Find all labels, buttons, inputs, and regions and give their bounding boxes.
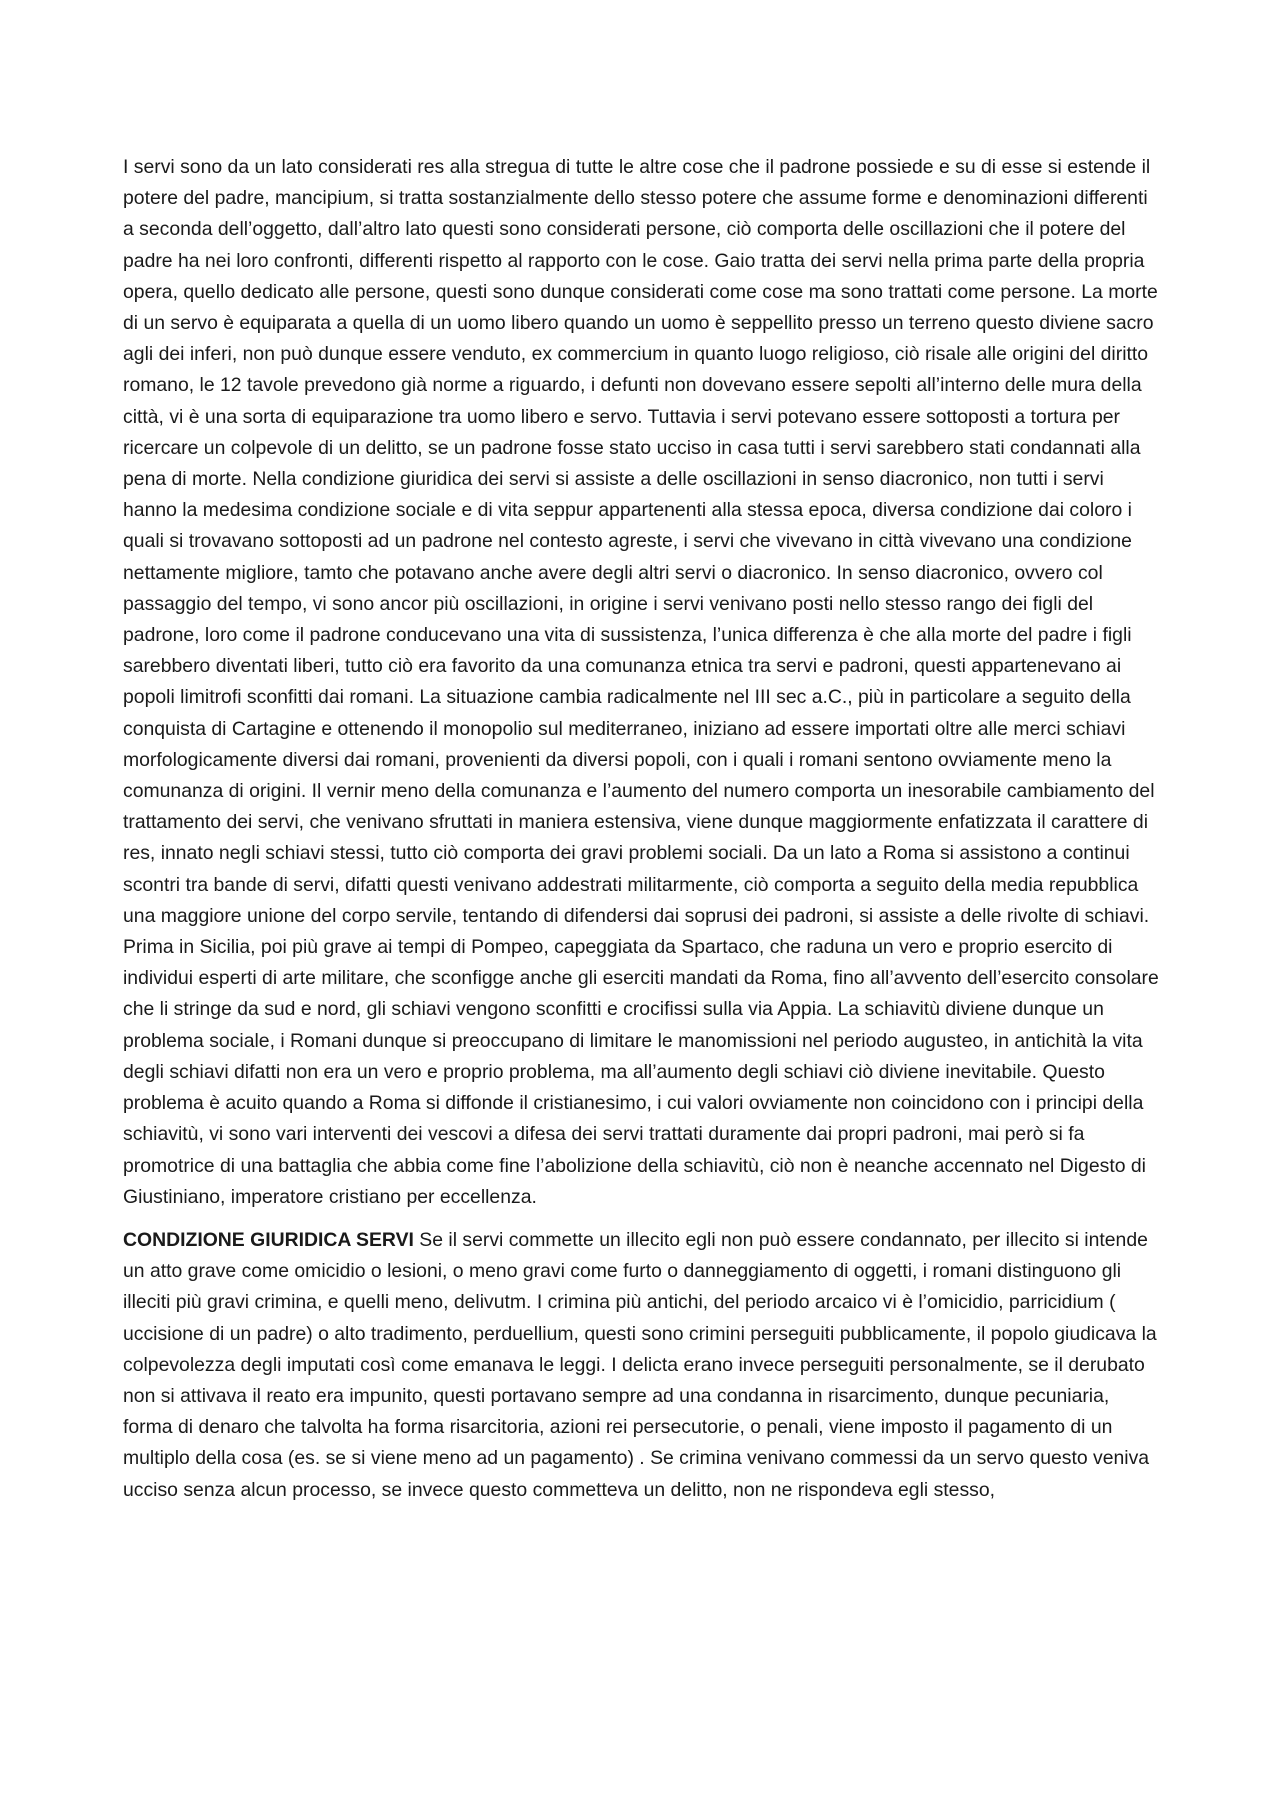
- body-paragraph-condizione: [123, 1225, 1163, 1506]
- paragraph-text: Se il servi commette un illecito egli non può essere condannato, per illecito si intende un atto grave come omicidio o lesioni, o meno gravi come furto o danneggiamento di oggetti, i romani distinguono gli illeciti più gravi crimina, e quelli meno, delivutm. I crimina più antichi, del periodo arcaico vi è l’omicidio, parricidium ( uccisione di un padre) o alto tradimento, perduellium, questi sono crimini perseguiti pubblicamente, il popolo giudicava la colpevolezza degli imputati così come emanava le leggi. I delicta erano invece perseguiti personalmente, se il derubato non si attivava il reato era impunito, questi portavano sempre ad una condanna in risarcimento, dunque pecuniaria, forma di denaro che talvolta ha forma risarcitoria, azioni rei persecutorie, o penali, viene imposto il pagamento di un multiplo della cosa (es. se si viene meno ad un pagamento) . Se crimina venivano commessi da un servo questo veniva ucciso senza alcun processo, se invece questo commetteva un delitto, non ne rispondeva egli stesso,: [123, 1228, 1157, 1501]
- paragraph-text: I servi sono da un lato considerati res alla stregua di tutte le altre cose che il padrone possiede e su di esse si estende il potere del padre, mancipium, si tratta sostanzialmente dello stesso potere che assume forme e denominazioni differenti a seconda dell’oggetto, dall’altro lato questi sono considerati persone, ciò comporta delle oscillazioni che il potere del padre ha nei loro confronti, differenti rispetto al rapporto con le cose. Gaio tratta dei servi nella prima parte della propria opera, quello dedicato alle persone, questi sono dunque considerati come cose ma sono trattati come persone. La morte di un servo è equiparata a quella di un uomo libero quando un uomo è seppellito presso un terreno questo diviene sacro agli dei inferi, non può dunque essere venduto, ex commercium in quanto luogo religioso, ciò risale alle origini del diritto romano, le 12 tavole prevedono già norme a riguardo, i defunti non dovevano essere sepolti all’interno delle mura della città, vi è una sorta di equiparazione tra uomo libero e servo. Tuttavia i servi potevano essere sottoposti a tortura per ricercare un colpevole di un delitto, se un padrone fosse stato ucciso in casa tutti i servi sarebbero stati condannati alla pena di morte. Nella condizione giuridica dei servi si assiste a delle oscillazioni in senso diacronico, non tutti i servi hanno la medesima condizione sociale e di vita seppur appartenenti alla stessa epoca, diversa condizione dai coloro i quali si trovavano sottoposti ad un padrone nel contesto agreste, i servi che vivevano in città vivevano una condizione nettamente migliore, tamto che potavano anche avere degli altri servi o diacronico. In senso diacronico, ovvero col passaggio del tempo, vi sono ancor più oscillazioni, in origine i servi venivano posti nello stesso rango dei figli del padrone, loro come il padrone conducevano una vita di sussistenza, l’unica differenza è che alla morte del padre i figli sarebbero diventati liberi, tutto ciò era favorito da una comunanza etnica tra servi e padroni, questi appartenevano ai popoli limitrofi sconfitti dai romani. La situazione cambia radicalmente nel III sec a.C., più in particolare a seguito della conquista di Cartagine e ottenendo il monopolio sul mediterraneo, iniziano ad essere importati oltre alle merci schiavi morfologicamente diversi dai romani, provenienti da diversi popoli, con i quali i romani sentono ovviamente meno la comunanza di origini. Il vernir meno della comunanza e l’aumento del numero comporta un inesorabile cambiamento del trattamento dei servi, che venivano sfruttati in maniera estensiva, viene dunque maggiormente enfatizzata il carattere di res, innato negli schiavi stessi, tutto ciò comporta dei gravi problemi sociali. Da un lato a Roma si assistono a continui scontri tra bande di servi, difatti questi venivano addestrati militarmente, ciò comporta a seguito della media repubblica una maggiore unione del corpo servile, tentando di difendersi dai soprusi dei padroni, si assiste a delle rivolte di schiavi. Prima in Sicilia, poi più grave ai tempi di Pompeo, capeggiata da Spartaco, che raduna un vero e proprio esercito di individui esperti di arte militare, che sconfigge anche gli eserciti mandati da Roma, fino all’avvento dell’esercito consolare che li stringe da sud e nord, gli schiavi vengono sconfitti e crocifissi sulla via Appia. La schiavitù diviene dunque un problema sociale, i Romani dunque si preoccupano di limitare le manomissioni nel periodo augusteo, in antichità la vita degli schiavi difatti non era un vero e proprio problema, ma all’aumento degli schiavi ciò diviene inevitabile. Questo problema è acuito quando a Roma si diffonde il cristianesimo, i cui valori ovviamente non coincidono con i principi della schiavitù, vi sono vari interventi dei vescovi a difesa dei servi trattati duramente dai propri padroni, mai però si fa promotrice di una battaglia che abbia come fine l’abolizione della schiavitù, ciò non è neanche accennato nel Digesto di Giustiniano, imperatore cristiano per eccellenza.: [123, 156, 1159, 1208]
- document-page: [123, 152, 1163, 1506]
- body-paragraph: [123, 152, 1163, 1213]
- section-heading: CONDIZIONE GIURIDICA SERVI: [123, 1228, 414, 1251]
